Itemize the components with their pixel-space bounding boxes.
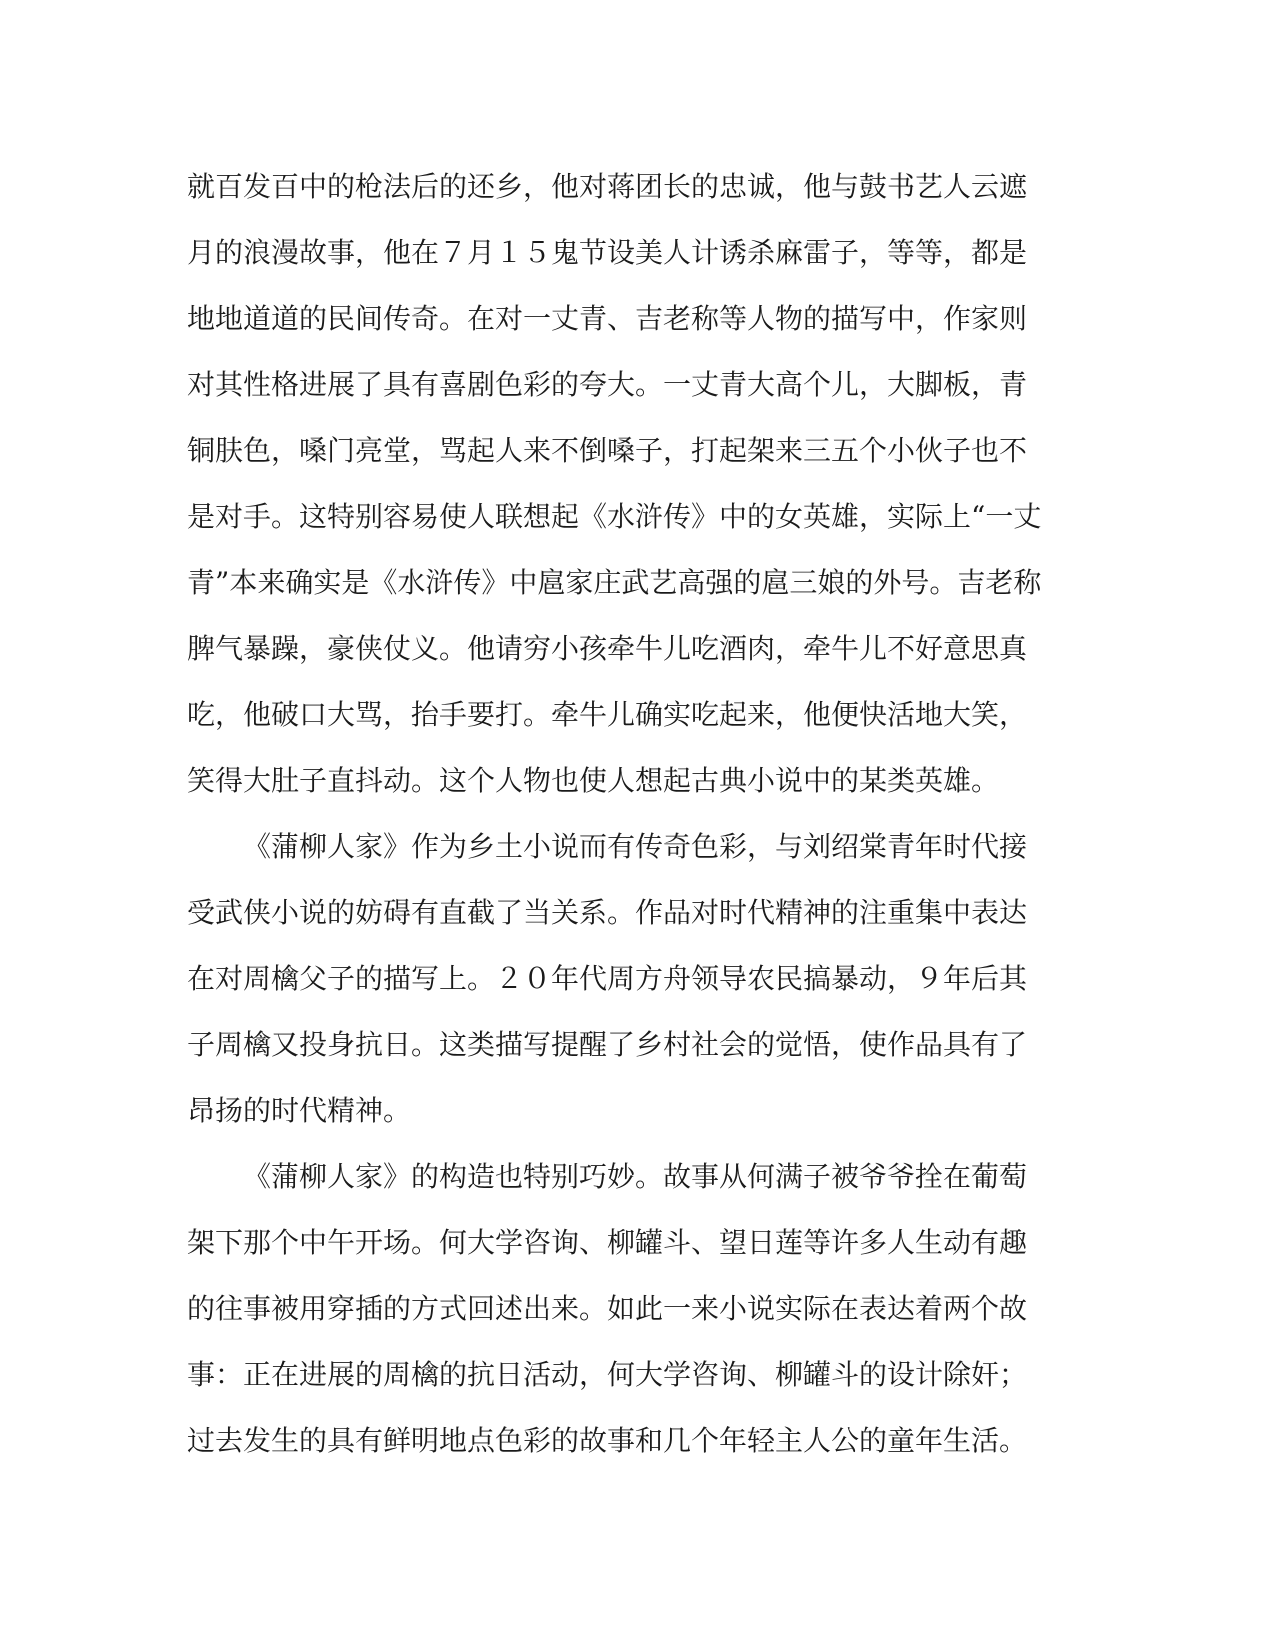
- text-line: 脾气暴躁，豪侠仗义。他请穷小孩牵牛儿吃酒肉，牵牛儿不好意思真: [187, 632, 1028, 665]
- paragraph-first-line: 《蒲柳人家》的构造也特别巧妙。故事从何满子被爷爷拴在葡萄: [243, 1160, 1028, 1193]
- text-line: 在对周檎父子的描写上。２０年代周方舟领导农民搞暴动，９年后其: [187, 962, 1028, 995]
- text-line: 架下那个中午开场。何大学咨询、柳罐斗、望日莲等许多人生动有趣: [187, 1226, 1028, 1259]
- text-line: 过去发生的具有鲜明地点色彩的故事和几个年轻主人公的童年生活。: [187, 1424, 1028, 1457]
- paragraph-first-line: 《蒲柳人家》作为乡土小说而有传奇色彩，与刘绍棠青年时代接: [243, 830, 1028, 863]
- text-line: 月的浪漫故事，他在７月１５鬼节设美人计诱杀麻雷子，等等，都是: [187, 236, 1028, 269]
- text-line: 笑得大肚子直抖动。这个人物也使人想起古典小说中的某类英雄。: [187, 764, 1000, 797]
- text-line: 的往事被用穿插的方式回述出来。如此一来小说实际在表达着两个故: [187, 1292, 1028, 1325]
- text-line: 吃，他破口大骂，抬手要打。牵牛儿确实吃起来，他便快活地大笑，: [187, 698, 1028, 731]
- text-line: 地地道道的民间传奇。在对一丈青、吉老称等人物的描写中，作家则: [187, 302, 1028, 335]
- body-text: [187, 154, 1087, 1474]
- text-line: 事：正在进展的周檎的抗日活动，何大学咨询、柳罐斗的设计除奸；: [187, 1358, 1028, 1391]
- text-line: 昂扬的时代精神。: [187, 1094, 412, 1127]
- text-line: 子周檎又投身抗日。这类描写提醒了乡村社会的觉悟，使作品具有了: [187, 1028, 1028, 1061]
- text-line: 青”本来确实是《水浒传》中扈家庄武艺高强的扈三娘的外号。吉老称: [187, 566, 1042, 599]
- text-line: 是对手。这特别容易使人联想起《水浒传》中的女英雄，实际上“一丈: [187, 500, 1042, 533]
- text-line: 就百发百中的枪法后的还乡，他对蒋团长的忠诚，他与鼓书艺人云遮: [187, 170, 1028, 203]
- text-line: 铜肤色，嗓门亮堂，骂起人来不倒嗓子，打起架来三五个小伙子也不: [187, 434, 1028, 467]
- text-line: 受武侠小说的妨碍有直截了当关系。作品对时代精神的注重集中表达: [187, 896, 1028, 929]
- text-line: 对其性格进展了具有喜剧色彩的夸大。一丈青大高个儿，大脚板，青: [187, 368, 1028, 401]
